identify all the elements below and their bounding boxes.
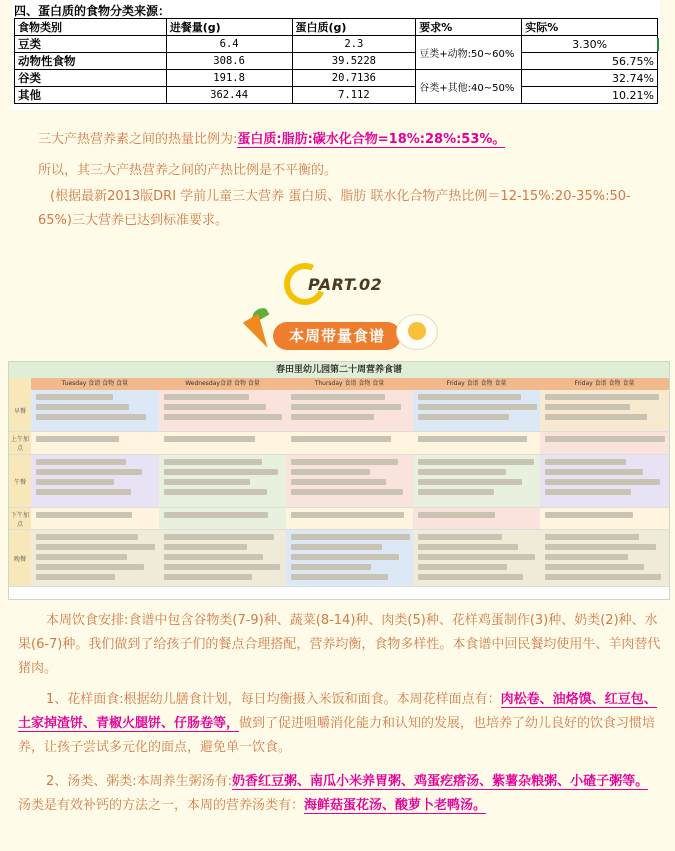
row-category: 谷类 (15, 70, 167, 87)
menu-entry (164, 479, 250, 485)
menu-entry (545, 534, 639, 540)
menu-entry (418, 534, 502, 540)
noodle-item: 土家掉渣饼、 (18, 716, 97, 731)
menu-cell (540, 432, 670, 455)
menu-entry (164, 414, 282, 420)
menu-entry (164, 534, 274, 540)
menu-entry (36, 479, 114, 485)
menu-cell (540, 508, 670, 530)
weekly-menu-image (8, 361, 670, 600)
menu-entry (36, 544, 155, 550)
menu-title: 春田里幼儿园第二十周营养食谱 (9, 362, 669, 378)
row-actual: 56.75% (522, 53, 658, 70)
menu-cell (286, 390, 414, 432)
menu-entry (164, 459, 262, 465)
menu-cell (31, 455, 160, 508)
menu-entry (545, 574, 661, 580)
menu-entry (36, 394, 113, 400)
required-group-2: 谷类+其他:40~50% (416, 70, 522, 104)
header-required: 要求% (416, 19, 522, 36)
menu-entry (164, 394, 249, 400)
menu-entry (291, 554, 399, 560)
menu-entry (418, 564, 507, 570)
menu-entry (164, 512, 268, 518)
menu-cell (413, 508, 541, 530)
menu-entry (36, 554, 127, 560)
menu-cell (31, 530, 160, 587)
soup-item: 海鲜菇蛋花汤、 (304, 798, 396, 813)
menu-row (9, 508, 669, 530)
row-category: 其他 (15, 87, 167, 104)
menu-cell (540, 455, 670, 508)
menu-day-header: Friday 食谱 食物 食量 (413, 378, 541, 390)
menu-row (9, 530, 669, 587)
menu-entry (164, 489, 267, 495)
menu-entry (545, 554, 628, 560)
menu-entry (291, 414, 374, 420)
table-row (15, 53, 658, 70)
menu-entry (36, 489, 131, 495)
menu-cell (413, 432, 541, 455)
row-intake: 6.4 (166, 36, 292, 53)
menu-entry (164, 404, 266, 410)
menu-entry (36, 404, 129, 410)
menu-cell (159, 432, 287, 455)
menu-entry (418, 512, 495, 518)
section-title: 四、蛋白质的食物分类来源： (14, 4, 171, 18)
menu-entry (164, 544, 247, 550)
menu-day-header: Friday 食谱 食物 食量 (540, 378, 670, 390)
soup-item: 奶香红豆粥、 (232, 774, 311, 789)
menu-entry (291, 459, 398, 465)
row-category: 豆类 (15, 36, 167, 53)
table-header-row (15, 19, 658, 36)
menu-entry (36, 436, 119, 442)
menu-entry (291, 489, 403, 495)
menu-cell (413, 390, 541, 432)
cell-cursor (657, 38, 659, 51)
soup-mid: 汤类是有效补钙的方法之一，本周的营养汤类有： (18, 798, 305, 813)
menu-cell (159, 390, 287, 432)
menu-entry (545, 459, 626, 465)
required-group-1: 豆类+动物:50~60% (416, 36, 522, 70)
menu-entry (164, 469, 278, 475)
menu-entry (36, 469, 142, 475)
part-label: PART.02 (308, 275, 383, 294)
row-intake: 362.44 (166, 87, 292, 104)
menu-row-label: 早餐 (9, 390, 32, 432)
menu-cell (31, 390, 160, 432)
soup-item: 南瓜小米养胃粥、 (310, 774, 415, 789)
menu-entry (36, 564, 144, 570)
menu-entry (545, 469, 643, 475)
row-intake: 308.6 (166, 53, 292, 70)
menu-cell (159, 508, 287, 530)
soup-item: 酸萝卜老鸭汤。 (395, 798, 487, 813)
menu-entry (545, 512, 633, 518)
header-actual: 实际% (522, 19, 658, 36)
menu-entry (418, 479, 522, 485)
noodle-paragraph (18, 688, 661, 760)
menu-entry (418, 469, 506, 475)
menu-day-header: Tuesday 食谱 食物 食量 (31, 378, 160, 390)
row-protein: 2.3 (292, 36, 416, 53)
menu-entry (164, 436, 255, 442)
menu-entry (545, 436, 665, 442)
menu-cell (159, 455, 287, 508)
menu-row (9, 455, 669, 508)
header-intake: 进餐量(g) (166, 19, 292, 36)
menu-cell (286, 455, 414, 508)
dri-paragraph: (根据最新2013版DRI 学前儿童三大营养 蛋白质、脂肪 联水化合物产热比例＝12-15%:20-35%:50-65%)三大营养已达到标准要求。 (38, 189, 631, 228)
menu-row-label: 下午加点 (9, 508, 32, 530)
row-category: 动物性食物 (15, 53, 167, 70)
menu-entry (36, 459, 126, 465)
menu-summary-paragraph: 本周饮食安排:食谱中包含谷物类(7-9)种、蔬菜(8-14)种、肉类(5)种、花样鸡蛋制作(3)种、奶类(2)种、水果(6-7)种。我们做到了给孩子们的餐点合理搭配，营养均衡，食物多样性。本食谱中回民餐均使用牛、羊肉替代猪肉。 (18, 613, 661, 676)
row-actual: 32.74% (522, 70, 658, 87)
header-protein: 蛋白质(g) (292, 19, 416, 36)
menu-entry (291, 574, 388, 580)
table-row (15, 87, 658, 104)
soup-item: 小碴子粥等。 (570, 774, 649, 789)
menu-entry (545, 404, 630, 410)
row-protein: 39.5228 (292, 53, 416, 70)
menu-entry (291, 394, 385, 400)
menu-entry (418, 414, 509, 420)
row-actual: 3.30% (522, 36, 658, 53)
menu-entry (36, 534, 138, 540)
soup-item: 紫薯杂粮粥、 (492, 774, 571, 789)
row-protein: 20.7136 (292, 70, 416, 87)
carrot-icon (243, 314, 276, 352)
menu-entry (291, 544, 382, 550)
noodle-item: 肉松卷、 (500, 692, 553, 707)
menu-corner (9, 378, 32, 390)
menu-entry (545, 564, 644, 570)
soup-prefix: 2、汤类、粥类:本周养生粥汤有: (46, 774, 233, 789)
menu-cell (31, 508, 160, 530)
menu-row-label: 上午加点 (9, 432, 32, 455)
table-row (15, 70, 658, 87)
soup-paragraph (18, 770, 661, 818)
menu-entry (291, 534, 410, 540)
menu-entry (418, 544, 518, 550)
menu-entry (291, 512, 404, 518)
menu-entry (36, 512, 132, 518)
menu-entry (36, 414, 146, 420)
protein-source-table (14, 18, 658, 104)
menu-cell (286, 530, 414, 587)
menu-cell (286, 432, 414, 455)
menu-entry (545, 394, 659, 400)
table-row (15, 36, 658, 53)
menu-cell (286, 508, 414, 530)
imbalance-paragraph: 所以，其三大产热营养之间的产热比例是不平衡的。 (38, 163, 338, 178)
row-protein: 7.112 (292, 87, 416, 104)
noodle-item: 红豆包、 (604, 692, 657, 707)
soup-item: 鸡蛋疙瘩汤、 (414, 774, 493, 789)
ratio-prefix: 三大产热营养素之间的热量比例为: (38, 132, 238, 147)
noodle-item: 仔肠卷等， (174, 716, 240, 731)
menu-entry (545, 489, 631, 495)
menu-entry (545, 544, 656, 550)
menu-entry (291, 436, 391, 442)
menu-day-header: Thursday 食谱 食物 食量 (286, 378, 414, 390)
menu-day-header: Wednesday食谱 食物 食量 (159, 378, 287, 390)
ratio-highlight: 蛋白质:脂肪:碳水化合物=18%:28%:53%。 (237, 132, 506, 147)
menu-entry (418, 489, 494, 495)
menu-row-label: 午餐 (9, 455, 32, 508)
menu-entry (164, 574, 252, 580)
ratio-paragraph (38, 128, 660, 152)
egg-yolk-icon (408, 322, 426, 340)
menu-cell (31, 432, 160, 455)
menu-entry (418, 394, 521, 400)
noodle-item: 青椒火腿饼、 (96, 716, 175, 731)
header-category: 食物类别 (15, 19, 167, 36)
menu-cell (540, 530, 670, 587)
menu-row (9, 390, 669, 432)
menu-entry (418, 554, 535, 560)
row-actual: 10.21% (522, 87, 658, 104)
menu-entry (291, 404, 401, 410)
menu-entry (291, 469, 370, 475)
menu-entry (418, 459, 534, 465)
noodle-suffix: 做到了促进咀嚼消化能力和认知的发展，也培养了幼儿良好的饮食习惯培养，让孩子尝试多元化的面点，避免单一饮食。 (18, 716, 656, 755)
menu-entry (545, 479, 660, 485)
noodle-prefix: 1、花样面食:根据幼儿膳食计划，每日均衡摄入米饭和面食。本周花样面点有： (46, 692, 501, 707)
weekly-recipe-banner: 本周带量食谱 (273, 322, 401, 350)
menu-entry (164, 564, 280, 570)
menu-entry (418, 436, 527, 442)
menu-entry (291, 479, 386, 485)
menu-row-label: 晚餐 (9, 530, 32, 587)
menu-entry (164, 554, 263, 560)
menu-entry (36, 574, 115, 580)
menu-entry (291, 564, 371, 570)
menu-cell (413, 455, 541, 508)
menu-header-row (9, 378, 669, 390)
menu-cell (413, 530, 541, 587)
menu-entry (418, 404, 537, 410)
menu-entry (418, 574, 523, 580)
menu-cell (540, 390, 670, 432)
menu-cell (159, 530, 287, 587)
menu-entry (545, 414, 647, 420)
row-intake: 191.8 (166, 70, 292, 87)
menu-row (9, 432, 669, 455)
noodle-item: 油烙馍、 (552, 692, 605, 707)
